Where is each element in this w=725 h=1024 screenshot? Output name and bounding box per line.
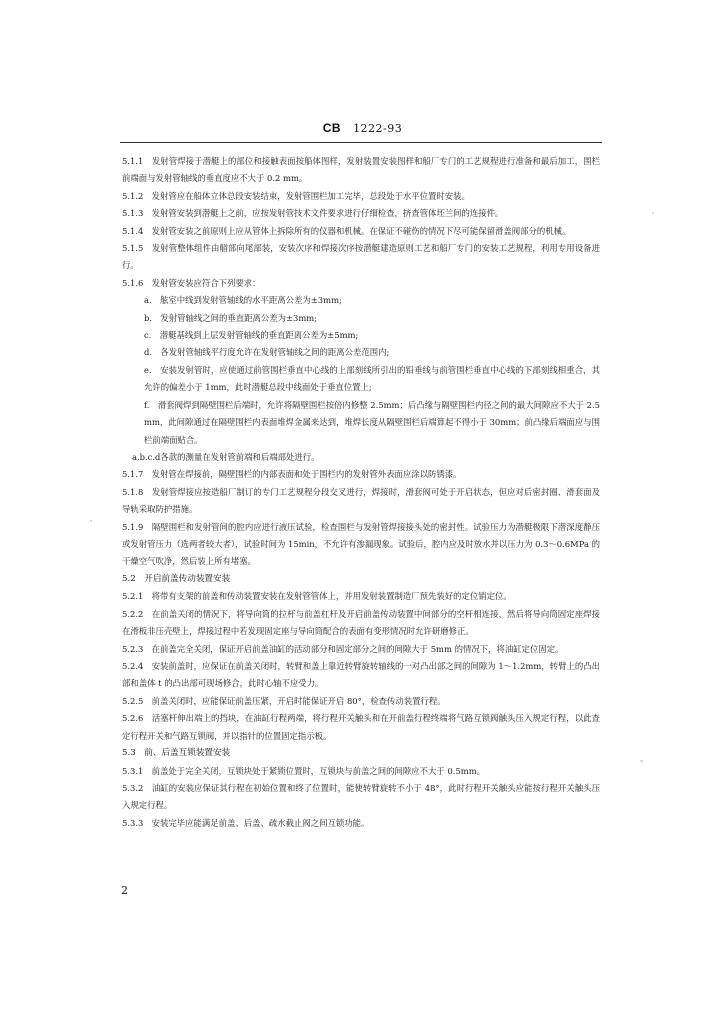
- clause-paragraph: d. 各发射管轴线平行度允许在发射管轴线之间的距离公差范围内;: [144, 347, 390, 358]
- clause-paragraph: 5.1.7 发射管在焊接前，隔壁围栏的内部表面和处于围栏内的发射管外表面应涂以防锈漆。: [122, 469, 462, 480]
- clause-paragraph: 5.3.2 油缸的安装应保证其行程在初始位置和终了位置时，能使转臂旋转不小于 48°，此时行程开关触头应能按行程开关触头压入规定行程。: [122, 783, 600, 811]
- page-header: [0, 121, 725, 135]
- clause-paragraph: 5.1.8 发射管焊接应按造船厂制订的专门工艺规程分段交叉进行，焊接时，滑套阀可处于开启状态，但应对后密封圈、滑套面及导轨采取防护措施。: [122, 486, 600, 515]
- scan-speck: [90, 520, 92, 522]
- scan-speck: [640, 760, 643, 762]
- header-rule: [120, 142, 602, 143]
- standard-code: CB: [322, 121, 342, 135]
- clause-paragraph: c. 潜艇基线到上层发射管轴线的垂直距离公差为±5mm;: [144, 330, 359, 341]
- clause-paragraph: 5.1.3 发射管安装到潜艇上之前，应按发射管技术文件要求进行仔细检查，挤查管体坯兰间的连接件。: [122, 208, 504, 219]
- standard-number: 1222-93: [353, 122, 403, 135]
- clause-paragraph: 5.3.3 安装完毕应能满足前盖、后盖、疏水截止阀之间互锁功能。: [122, 817, 370, 828]
- clause-paragraph: a. 舷室中线到发射管轴线的水平距离公差为±3mm;: [144, 295, 342, 306]
- scan-speck: [652, 212, 654, 214]
- clause-paragraph: 5.1.9 隔壁围栏和发射管间的腔内应进行液压试验，检查围栏与发射管焊接接头处的密封性。试验压力为潜艇极限下潜深度静压或发射管压力（选两者较大者），试验时间为 15min，不允许有渗漏现象。试验后，腔内应及时放水并以压力为 0.3～0.6MPa 的干燥空气吹净，然后装上所有堵塞。: [122, 521, 600, 567]
- clause-paragraph: 5.3.1 前盖处于完全关闭，互锁块处于紧锁位置时，互锁块与前盖之间的间隙应不大于 0.5mm。: [122, 765, 486, 776]
- clause-paragraph: 5.2.2 在前盖关闭的情况下，将导向筒的拉杆与前盖杠杆及开启前盖传动装置中间部分的空杆相连接，然后将导向筒固定座焊接在滑板非压壳壁上，焊接过程中若发现固定座与导向筒配合的表面有变形情况时允许研磨修正。: [122, 608, 600, 637]
- clause-paragraph: 5.2.3 在前盖完全关闭，保证开启前盖油缸的活动部分和固定部分之间的间隙大于 5mm 的情况下，将油缸定位固定。: [122, 643, 564, 654]
- section-heading: 5.2 开启前盖传动装置安装: [122, 573, 231, 584]
- clause-paragraph: 5.1.6 发射管安装应符合下列要求：: [122, 277, 261, 288]
- clause-paragraph: 5.2.6 活塞杆伸出端上的挡块，在油缸行程两端，将行程开关触头和在开前盖行程终端将气路互锁阀触头压入规定行程，以此查定行程开关和气路互锁阀，并以指针的位置固定指示板。: [122, 713, 600, 741]
- clause-paragraph: 5.2.4 安装前盖时，应保证在前盖关闭时，转臂和盖上靠近转臂旋转轴线的一对凸出部之间的间隙为 1～1.2mm，转臂上的凸出部和盖体 t 的凸出部可现场修合，此时心轴不应受力。: [122, 660, 600, 689]
- clause-paragraph: f. 滑套阀焊到隔壁围栏后端时，允许将隔壁围栏按倍内修整 2.5mm；后凸缘与隔壁围栏内径之间的最大间隙应不大于 2.5mm，此间隙通过在隔壁围栏内表面堆焊金属来达到，堆焊长度从隔壁围栏后端算起不得小于 30mm；前凸缘后端面应与围栏前端面贴合。: [144, 399, 600, 445]
- clause-paragraph: 5.2.1 将带有支架的前盖和传动装置安装在发射管管体上，并用发射装置制造厂预先装好的定位销定位。: [122, 591, 512, 602]
- document-body: [122, 153, 600, 832]
- clause-paragraph: a.b.c.d各款的测量在发射管前端和后端部处进行。: [132, 451, 320, 462]
- clause-paragraph: 5.1.2 发射管应在船体立体总段安装结束，发射管围栏加工完毕，总段处于水平位置时安装。: [122, 190, 470, 201]
- clause-paragraph: 5.1.5 发射管整体组件由艏部向尾部装，安装次序和焊接次序按潜艇建造原则工艺和船厂专门的安装工艺规程，利用专用设备进行。: [122, 243, 600, 271]
- section-heading: 5.3 前、后盖互锁装置安装: [122, 748, 231, 758]
- clause-paragraph: 5.2.5 前盖关闭时，应能保证前盖压紧，开启时能保证开启 80°，检查传动装置行程。: [122, 695, 446, 706]
- clause-paragraph: e. 安装发射管时，应使通过前管围栏垂直中心线的上部刻线所引出的铅垂线与前管围栏垂直中心线的下部刻线相重合，其允许的偏差小于 1mm，此时潜艇总段中线面处于垂直位置上;: [144, 364, 600, 393]
- clause-paragraph: 5.1.1 发射管焊接于潜艇上的部位和接触表面按船体图样，发射装置安装图样和船厂专门的工艺规程进行准备和最后加工，围栏前端面与发射管轴线的垂直度应不大于 0.2 mm。: [122, 156, 600, 184]
- clause-paragraph: b. 发射管轴线之间的垂直距离公差为±3mm;: [144, 312, 318, 323]
- page-number: 2: [121, 884, 128, 897]
- clause-paragraph: 5.1.4 发射管安装之前原则上应从管体上拆除所有的仪器和机械。在保证不碰伤的情况下尽可能保留滑盖阀部分的机械。: [122, 225, 571, 236]
